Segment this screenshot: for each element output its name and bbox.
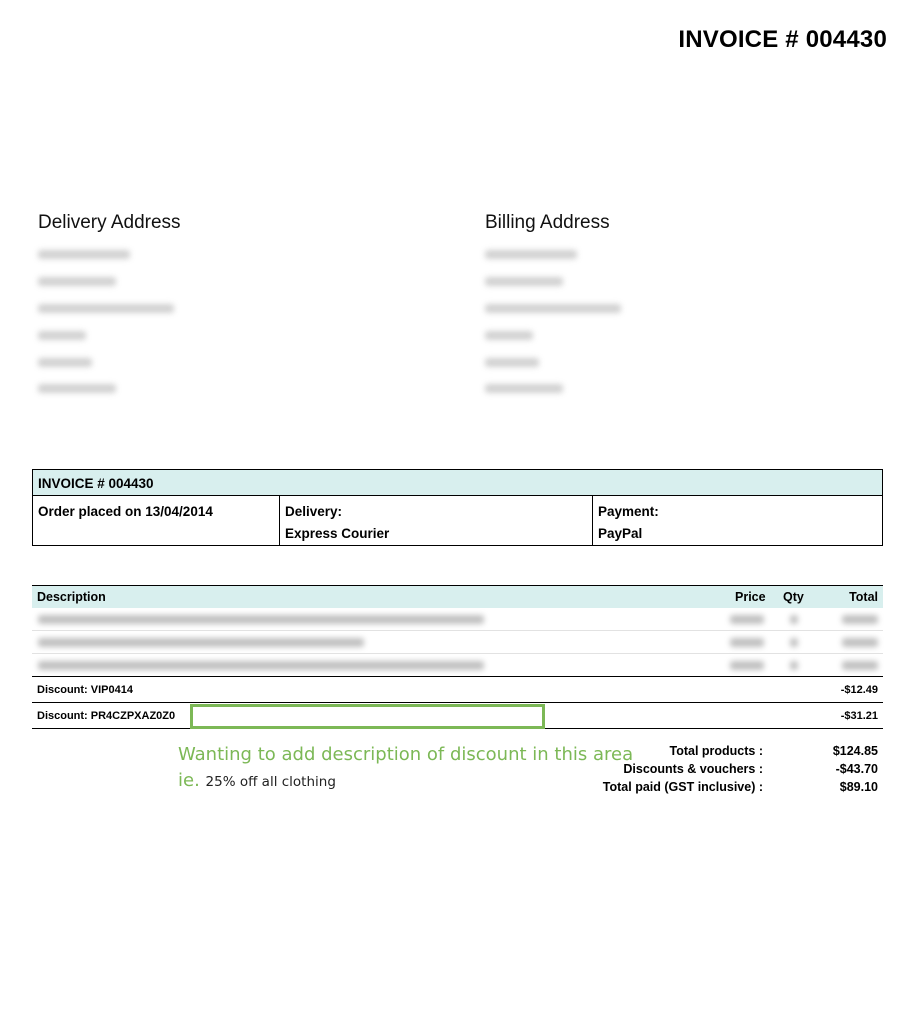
payment-label: Payment: (598, 504, 659, 519)
annotation-note-line1: Wanting to add description of discount in this area (178, 744, 634, 765)
payment-value: PayPal (598, 526, 643, 541)
discount-row (32, 676, 883, 702)
total-paid-value: $89.10 (839, 780, 878, 794)
invoice-title: INVOICE # 004430 (678, 26, 887, 53)
discount-amount: -$31.21 (840, 710, 878, 722)
discount-code: Discount: PR4CZPXAZ0Z0 (37, 710, 176, 722)
total-paid-label: Total paid (GST inclusive) : (602, 780, 763, 794)
delivery-label: Delivery: (285, 504, 343, 519)
column-price: Price (735, 590, 766, 604)
product-row-redacted (32, 654, 883, 676)
payment-cell (592, 496, 882, 545)
discount-amount: -$12.49 (840, 684, 878, 696)
column-description: Description (37, 590, 106, 604)
billing-address-heading: Billing Address (485, 212, 610, 233)
discounts-value: -$43.70 (835, 762, 878, 776)
discount-description-highlight-box (190, 704, 545, 729)
order-placed-text: Order placed on 13/04/2014 (38, 504, 213, 519)
column-total: Total (849, 590, 878, 604)
delivery-cell (279, 496, 592, 545)
delivery-value: Express Courier (285, 526, 390, 541)
column-qty: Qty (783, 590, 804, 604)
total-products-value: $124.85 (832, 744, 878, 758)
total-products-label: Total products : (669, 744, 763, 758)
order-info-title: INVOICE # 004430 (33, 470, 882, 496)
discounts-label: Discounts & vouchers : (623, 762, 763, 776)
annotation-note-example: 25% off all clothing (205, 774, 336, 790)
order-placed-cell (33, 496, 279, 545)
annotation-note-prefix: ie. (178, 770, 200, 791)
annotation-note (178, 742, 633, 795)
delivery-address-heading: Delivery Address (38, 212, 181, 233)
discount-code: Discount: VIP0414 (37, 684, 133, 696)
product-row-redacted (32, 608, 883, 631)
product-row-redacted (32, 631, 883, 654)
order-info-table (32, 469, 883, 546)
products-header-row (32, 585, 883, 608)
